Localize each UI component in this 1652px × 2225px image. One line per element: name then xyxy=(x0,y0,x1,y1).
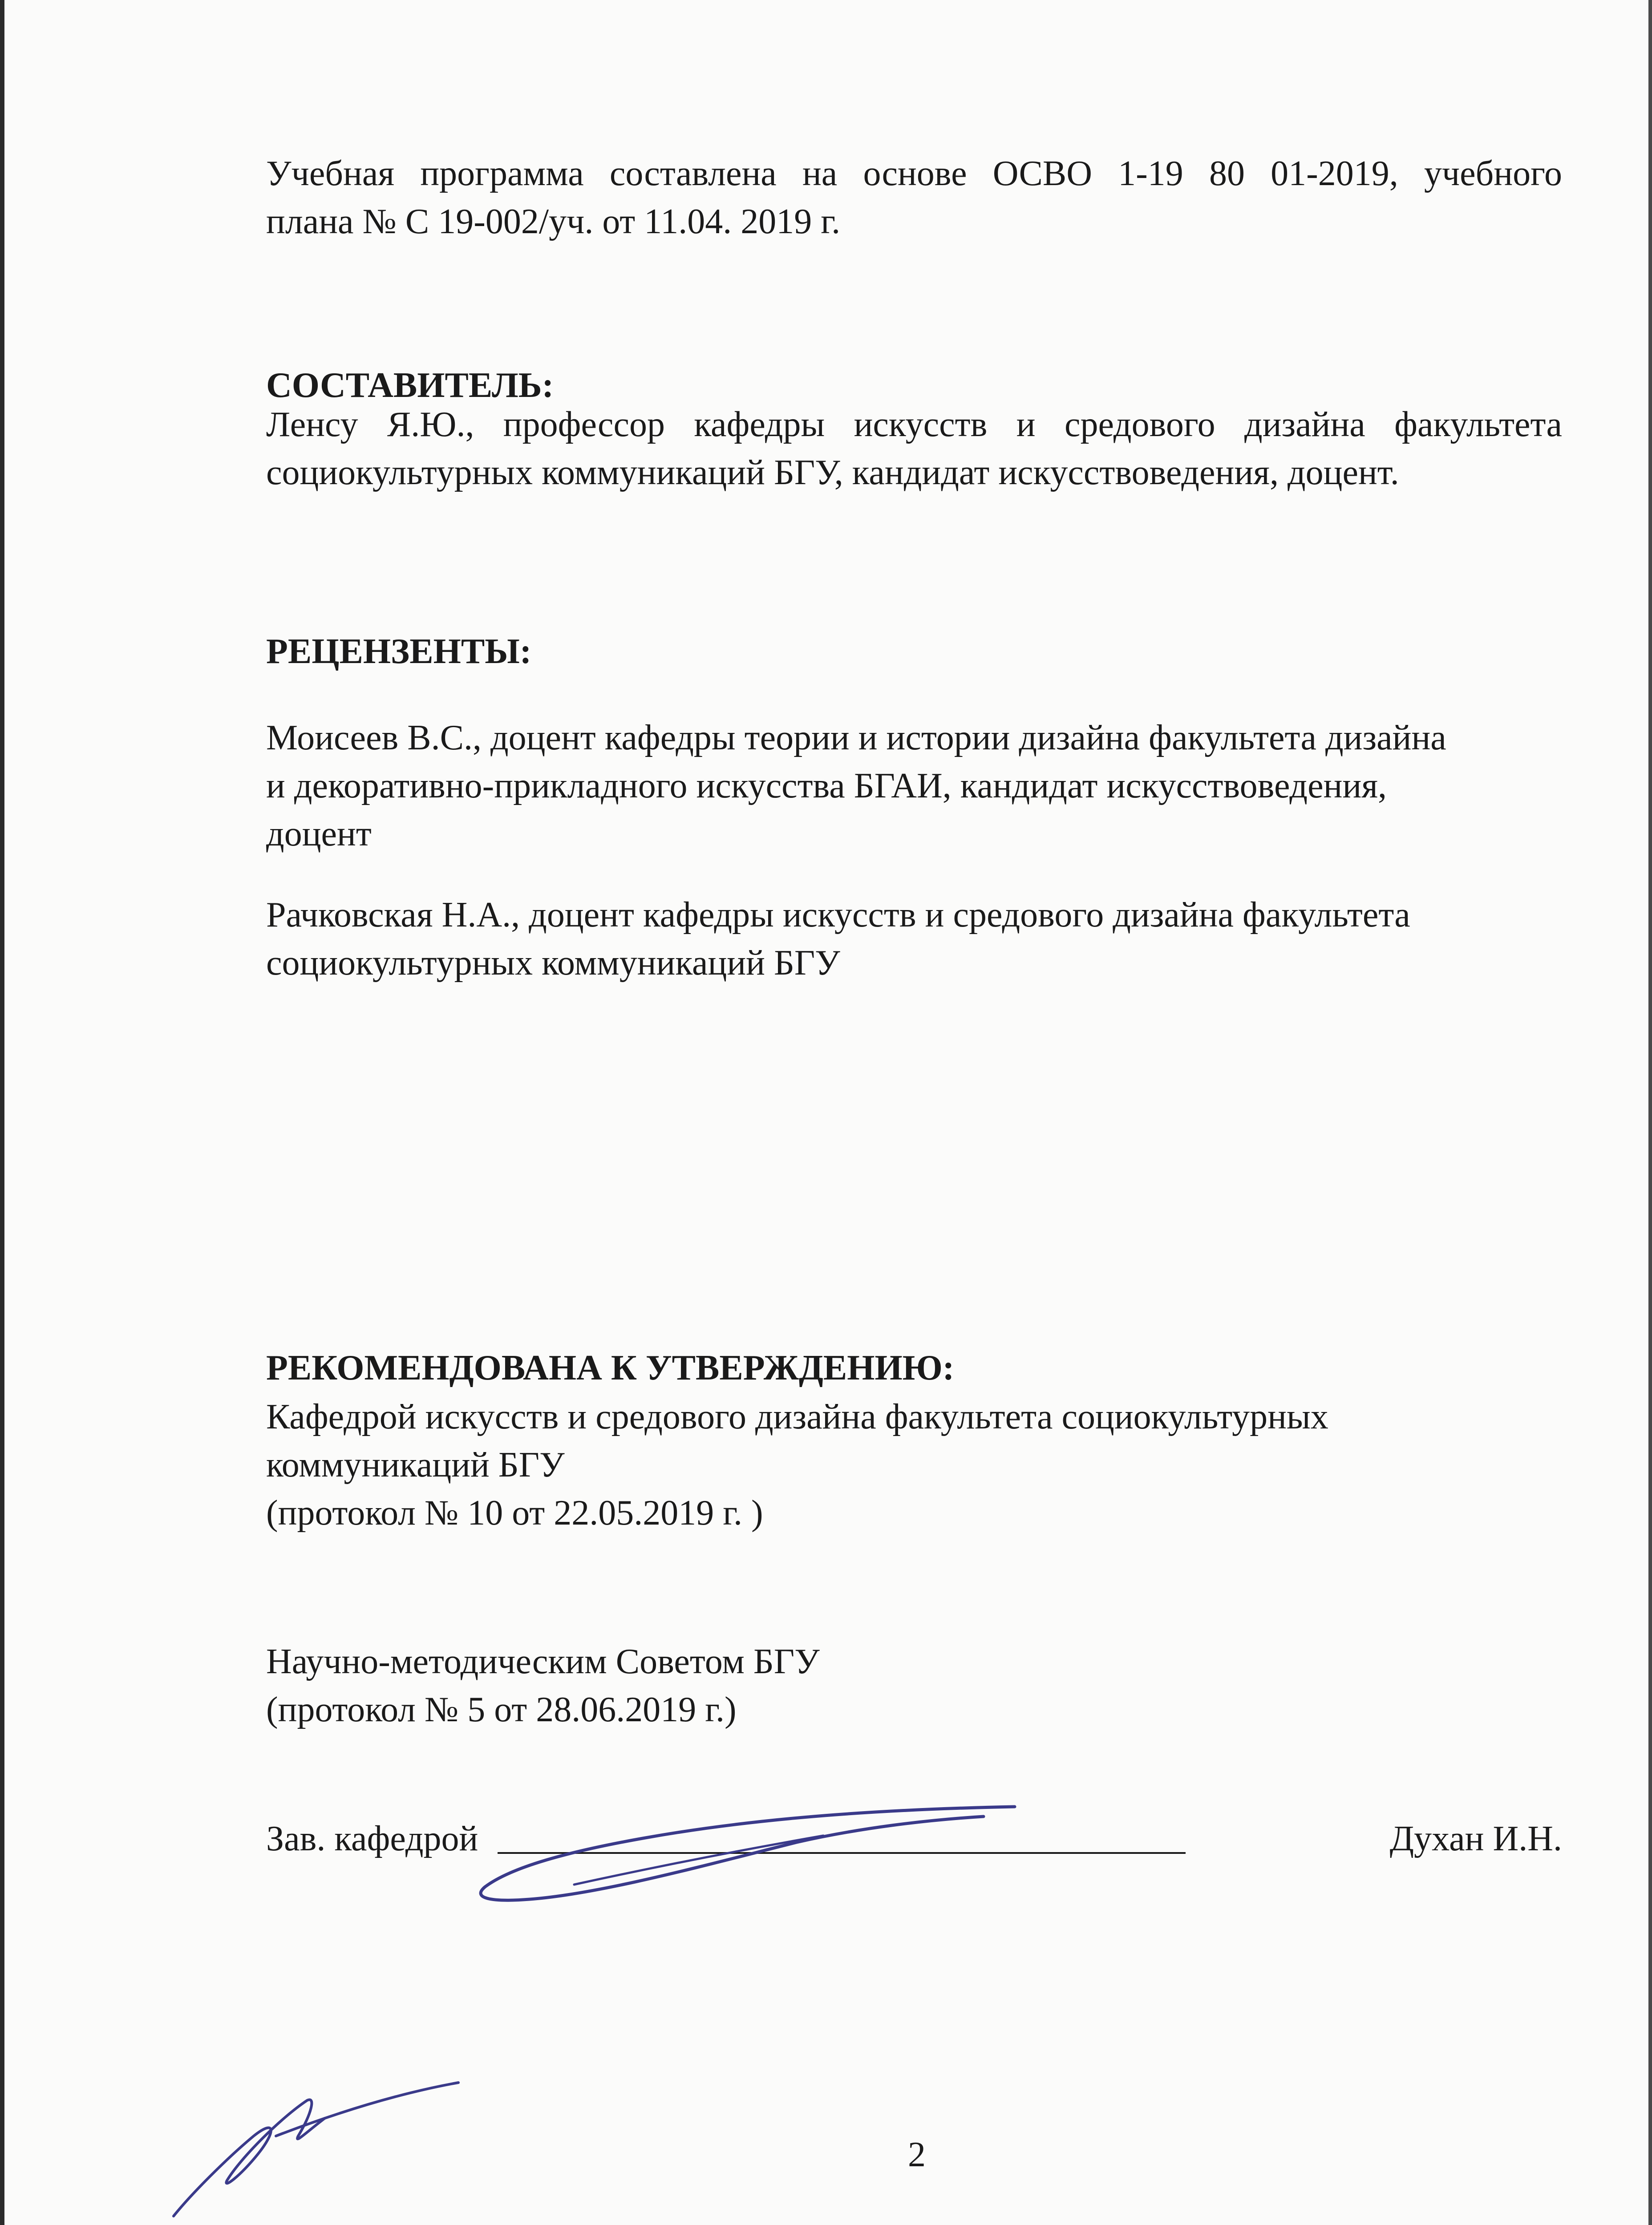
department-protocol: (протокол № 10 от 22.05.2019 г. ) xyxy=(266,1493,763,1533)
department-line-2: коммуникаций БГУ xyxy=(266,1445,565,1485)
recommended-heading: РЕКОМЕНДОВАНА К УТВЕРЖДЕНИЮ: xyxy=(266,1348,955,1388)
intro-line-2: плана № С 19-002/уч. от 11.04. 2019 г. xyxy=(266,202,841,241)
reviewers-heading: РЕЦЕНЗЕНТЫ: xyxy=(266,632,532,671)
scan-left-edge xyxy=(0,0,4,2225)
department-paragraph xyxy=(266,1393,1328,1537)
council-line-1: Научно-методическим Советом БГУ xyxy=(266,1642,820,1681)
reviewer-2-paragraph xyxy=(266,891,1410,987)
reviewer-1-line-1: Моисеев В.С., доцент кафедры теории и истории дизайна факультета дизайна xyxy=(266,718,1446,757)
head-signature-row xyxy=(266,1815,1562,1863)
reviewer-2-line-1: Рачковская Н.А., доцент кафедры искусств и средового дизайна факультета xyxy=(266,895,1410,934)
reviewer-1-paragraph xyxy=(266,714,1446,858)
initials-signature-icon xyxy=(165,2047,467,2225)
compiler-line-2: социокультурных коммуникаций БГУ, кандидат искусствоведения, доцент. xyxy=(266,453,1399,492)
signature-underline xyxy=(498,1852,1186,1854)
head-name: Духан И.Н. xyxy=(1389,1819,1562,1858)
reviewer-2-line-2: социокультурных коммуникаций БГУ xyxy=(266,943,840,983)
head-label: Зав. кафедрой xyxy=(266,1819,478,1858)
intro-line-1: Учебная программа составлена на основе ОСВО 1-19 80 01-2019, учебного xyxy=(266,154,1562,193)
reviewer-1-line-2: и декоративно-прикладного искусства БГАИ, кандидат искусствоведения, xyxy=(266,766,1387,805)
reviewer-1-line-3: доцент xyxy=(266,814,372,854)
council-paragraph xyxy=(266,1638,820,1734)
council-protocol: (протокол № 5 от 28.06.2019 г.) xyxy=(266,1690,737,1729)
department-line-1: Кафедрой искусств и средового дизайна факультета социокультурных xyxy=(266,1397,1328,1436)
compiler-paragraph xyxy=(266,400,1562,497)
compiler-heading: СОСТАВИТЕЛЬ: xyxy=(266,366,554,405)
page-number: 2 xyxy=(908,2135,926,2174)
intro-paragraph xyxy=(266,150,1562,246)
compiler-line-1: Ленсу Я.Ю., профессор кафедры искусств и средового дизайна факультета xyxy=(266,405,1562,444)
scan-right-edge xyxy=(1648,0,1652,2225)
